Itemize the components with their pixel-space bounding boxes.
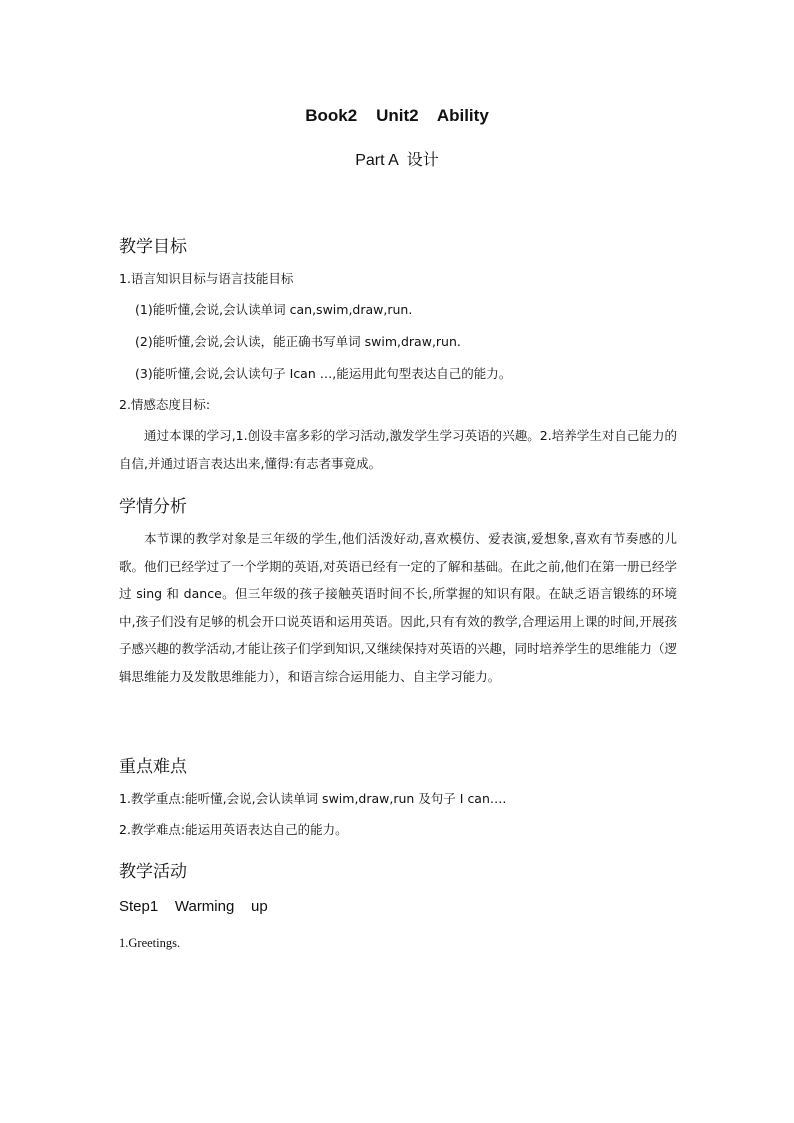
analysis-heading: 学情分析 xyxy=(119,497,187,517)
analysis-paragraph: 本节课的教学对象是三年级的学生,他们活泼好动,喜欢模仿、爱表演,爱想象,喜欢有节奏感的儿歌。他们已经学过了一个学期的英语,对英语已经有一定的了解和基础。在此之前,他们在第一册已经学过 sing 和 dance。但三年级的孩子接触英语时间不长,所掌握的知识有限。在缺乏语言锻练的环境中,孩子们没有足够的机会开口说英语和运用英语。因此,只有有效的教学,合理运用上课的时间,开展孩子感兴趣的教学活动,才能让孩子们学到知识,又继续保持对英语的兴趣，同时培养学生的思维能力（逻辑思维能力及发散思维能力），和语言综合运用能力、自主学习能力。 xyxy=(119,531,677,684)
key-points-heading: 重点难点 xyxy=(119,757,187,777)
objective-paragraph: 通过本课的学习,1.创设丰富多彩的学习活动,激发学生学习英语的兴趣。2.培养学生对自己能力的自信,并通过语言表达出来,懂得:有志者事竟成。 xyxy=(119,428,677,471)
objective-sub-3: (3)能听懂,会说,会认读句子 Ican …,能运用此句型表达自己的能力。 xyxy=(135,366,512,381)
objectives-heading: 教学目标 xyxy=(119,237,187,257)
document-title: Book2 Unit2 Ability xyxy=(305,106,489,125)
key-point-item-2: 2.教学难点:能运用英语表达自己的能力。 xyxy=(119,822,348,837)
key-point-item-1: 1.教学重点:能听懂,会说,会认读单词 swim,draw,run 及句子 I can…. xyxy=(119,791,507,806)
step1-heading: Step1 Warming up xyxy=(119,898,268,915)
objective-sub-2: (2)能听懂,会说,会认读，能正确书写单词 swim,draw,run. xyxy=(135,334,461,349)
objective-sub-1: (1)能听懂,会说,会认读单词 can,swim,draw,run. xyxy=(135,302,413,317)
objective-item-1: 1.语言知识目标与语言技能目标 xyxy=(119,271,294,286)
document-subtitle: Part A 设计 xyxy=(355,152,439,169)
objective-item-2: 2.情感态度目标: xyxy=(119,397,211,412)
greetings-item: 1.Greetings. xyxy=(119,936,181,950)
activities-heading: 教学活动 xyxy=(119,862,187,882)
